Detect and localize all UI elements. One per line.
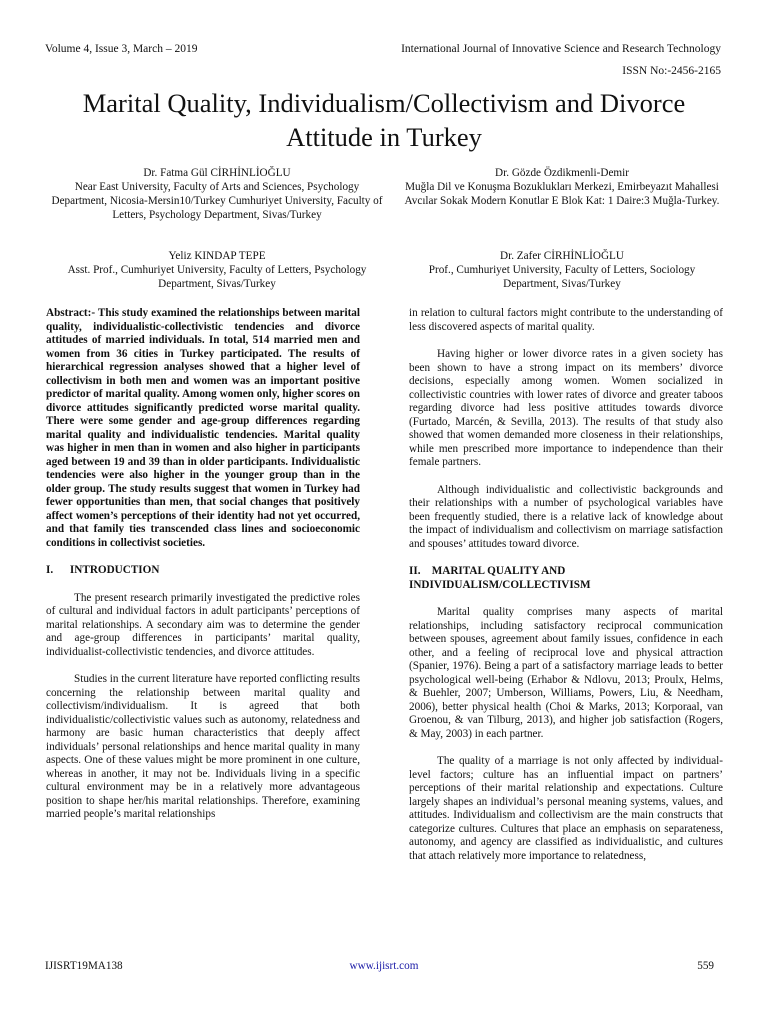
author-affiliation: Muğla Dil ve Konuşma Bozuklukları Merkezi, Emirbeyazıt Mahallesi Avcılar Sokak Modern Konutlar E Blok Kat: 1 Daire:3 Muğla-Turkey. bbox=[404, 181, 720, 207]
author-block-4 bbox=[402, 249, 722, 291]
section-heading-introduction: I. INTRODUCTION bbox=[46, 564, 160, 576]
author-affiliation: Asst. Prof., Cumhuriyet University, Faculty of Letters, Psychology Department, Sivas/Turkey bbox=[67, 264, 367, 290]
footer-url-wrap bbox=[0, 960, 768, 972]
author-name: Yeliz KINDAP TEPE bbox=[168, 250, 266, 262]
section-heading-marital-quality: II. MARITAL QUALITY AND bbox=[409, 565, 566, 577]
body-paragraph: The quality of a marriage is not only affected by individual-level factors; culture has an influential impact on partners’ perceptions of their marital relationship and expectations. Culture largely shapes an individual’s personal meaning systems, values, and attitudes. Individualism and collectivism are the main constructs that categorize cultures. Cultures that place an emphasis on separateness, autonomy, and agency are classified as individualistic, and cultures that attach relatively more importance to relatedness, bbox=[409, 755, 723, 862]
author-block-1 bbox=[48, 166, 386, 222]
body-paragraph: Having higher or lower divorce rates in a given society has been shown to have a strong impact on its members’ divorce decisions, especially among women. Women socialized in collectivistic countries with lower rates of divorce and greater taboos regarding divorce had less positive attitudes towards divorce (Furtado, Marcén, & Sevilla, 2013). The results of that study also showed that women demanded more closeness in their relationships, while men prescribed more importance to independence than their female partners. bbox=[409, 348, 723, 468]
paper-code: IJISRT19MA138 bbox=[45, 960, 123, 972]
journal-url-link[interactable]: www.ijisrt.com bbox=[349, 960, 419, 972]
journal-name: International Journal of Innovative Science and Research Technology bbox=[401, 43, 721, 55]
body-paragraph: Although individualistic and collectivistic backgrounds and their relationships with a number of psychological variables have been frequently studied, there is a relative lack of knowledge about the impact of individualism and collectivism on marriage satisfaction and spouses’ attitudes toward divorce. bbox=[409, 483, 723, 550]
author-name: Dr. Gözde Özdikmenli-Demir bbox=[495, 167, 629, 179]
page-number: 559 bbox=[697, 960, 714, 972]
body-paragraph-continued: in relation to cultural factors might contribute to the understanding of less discovered aspects of marital quality. bbox=[409, 307, 723, 333]
abstract: Abstract:- This study examined the relationships between marital quality, individualistic-collectivistic tendencies and divorce attitudes of married individuals. In total, 514 married men and women from 36 cities in Turkey participated. The results of hierarchical regression analyses showed that a higher level of collectivism in both men and women was an important positive predictor of marital quality. Among women only, higher scores on divorce attitudes significantly predicted worse marital quality. There were some gender and age-group differences regarding marital quality and individualistic tendencies. Marital quality was higher in men than in women and also higher in participants aged between 19 and 39 than in older participants. Individualistic tendencies were also higher in the younger group than in the older group. The study results suggest that women in Turkey had fewer opportunities than men, that social changes that positively affect women’s perceptions of their identity had not yet occurred, and that family ties transcended class lines and socioeconomic conditions in collectivist societies. bbox=[46, 307, 360, 549]
left-column bbox=[46, 307, 360, 822]
author-name: Dr. Zafer CİRHİNLİOĞLU bbox=[500, 250, 624, 262]
author-affiliation: Prof., Cumhuriyet University, Faculty of Letters, Sociology Department, Sivas/Turkey bbox=[428, 264, 696, 290]
body-paragraph: Marital quality comprises many aspects of marital relationships, including satisfactory reciprocal communication between spouses, agreement about family issues, confidence in each other, and a feeling of reciprocal love and physical attraction (Spanier, 1976). Being a part of a satisfactory marriage leads to better psychological well-being (Erhabor & Ndlovu, 2013; Proulx, Helms, & Buehler, 2007; Umberson, Williams, Powers, Liu, & Needham, 2006), better physical health (Choi & Marks, 2013; Korporaal, van Groenou, & van Tilburg, 2013), and higher job satisfaction (Rogers, & May, 2003) in each partner. bbox=[409, 606, 723, 740]
issn: ISSN No:-2456-2165 bbox=[622, 65, 721, 77]
section-heading-marital-quality-line2: INDIVIDUALISM/COLLECTIVISM bbox=[409, 578, 591, 591]
author-block-2 bbox=[402, 166, 722, 208]
paper-title: Marital Quality, Individualism/Collectivism and Divorce Attitude in Turkey bbox=[82, 88, 686, 152]
body-paragraph: Studies in the current literature have reported conflicting results concerning the relationship between marital quality and collectivism/individualism. It is agreed that both individualistic/collectivistic values such as autonomy, relatedness and harmony are basic human characteristics that deeply affect individuals’ personal relationships and hence marital quality in many aspects. One of these values might be more prominent in one culture, whereas in another, it may not be. Individuals living in a specific cultural environment may be in a relatively more advantageous position to shape her/his marital relationships. Therefore, examining married people’s marital relationships bbox=[46, 673, 360, 820]
right-column bbox=[409, 307, 723, 863]
author-affiliation: Near East University, Faculty of Arts and Sciences, Psychology Department, Nicosia-Mersin10/Turkey Cumhuriyet University, Faculty of Letters, Psychology Department, Sivas/Turkey bbox=[51, 181, 383, 221]
body-paragraph: The present research primarily investigated the predictive roles of cultural and individual factors in adult participants’ perceptions of marital relationships. A secondary aim was to determine the gender and age-group differences in participants’ marital quality, individualist-collectivistic tendencies, and divorce attitudes. bbox=[46, 591, 360, 658]
volume-info: Volume 4, Issue 3, March – 2019 bbox=[45, 43, 198, 55]
author-block-3 bbox=[48, 249, 386, 291]
author-name: Dr. Fatma Gül CİRHİNLİOĞLU bbox=[143, 167, 291, 179]
